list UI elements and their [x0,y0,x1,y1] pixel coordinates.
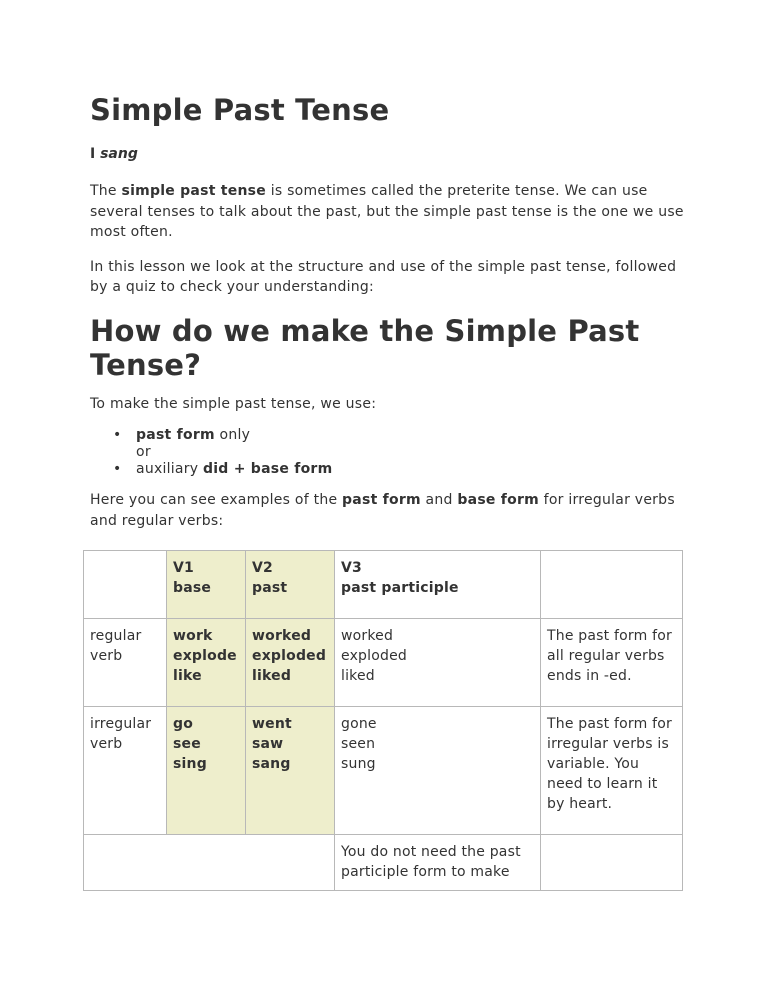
examples-text-end: for irregular verbs and regular verbs: [90,492,675,529]
table-cell-empty [541,835,683,891]
table-row [84,619,683,707]
row-label-line: verb [90,648,123,664]
verb-table [83,550,683,891]
bullet-list [90,427,690,478]
header-v1-code: V1 [173,560,194,576]
bullet-icon: • [113,461,122,477]
verb-word: went [252,716,292,732]
verb-word: liked [252,668,292,684]
examples-bold-base: base form [457,492,539,508]
examples-bold-past: past form [342,492,421,508]
example-sentence [90,145,690,163]
note-text: The past form for all regular verbs ends in -ed. [547,628,672,684]
v1-cell [167,619,246,707]
v1-cell [167,707,246,835]
verb-word: worked [252,628,312,644]
footer-note-cell [335,835,541,891]
row-label-line: verb [90,736,123,752]
verb-word: go [173,716,194,732]
header-v3-code: V3 [341,560,362,576]
note-cell [541,619,683,707]
document-page [90,92,690,531]
verb-word: see [173,736,201,752]
verb-word: saw [252,736,284,752]
row-label [84,707,167,835]
section-lead: To make the simple past tense, we use: [90,395,377,412]
example-verb: sang [100,146,138,162]
verb-word: sing [173,756,207,772]
header-v2-code: V2 [252,560,273,576]
table-footer-row [84,835,683,891]
intro-p1-text: The [90,183,122,199]
header-v3 [335,551,541,619]
list-item [113,427,690,461]
verb-word: explode [173,648,237,664]
verb-word: work [173,628,213,644]
verb-word: seen [341,736,376,752]
header-v2 [246,551,335,619]
header-v1-label: base [173,580,212,596]
page-title: Simple Past Tense [90,93,390,127]
row-label-line: irregular [90,716,152,732]
table-header-row [84,551,683,619]
bullet2-bold: did + base form [202,461,333,477]
row-label [84,619,167,707]
list-item [113,461,690,478]
header-v1 [167,551,246,619]
v3-cell [335,619,541,707]
intro-p1-text-end: is sometimes called the preterite tense. We can use several tenses to talk about the past, but the simple past tense is the one we use most often. [90,183,684,240]
examples-paragraph [90,490,690,531]
footer-note-text: You do not need the past participle form to make [341,844,521,880]
intro-paragraph-1 [90,181,690,243]
bullet1-bold: past form [136,427,215,443]
verb-word: exploded [252,648,327,664]
examples-text-mid: and [420,492,458,508]
intro-paragraph-2: In this lesson we look at the structure and use of the simple past tense, followed by a quiz to check your understanding: [90,258,677,295]
verb-word: sung [341,756,376,772]
bullet-icon: • [113,427,122,443]
table-cell-empty [84,835,335,891]
note-cell [541,707,683,835]
v2-cell [246,619,335,707]
table-cell-empty [541,551,683,619]
example-subject: I [90,146,96,162]
v2-cell [246,707,335,835]
verb-word: exploded [341,648,407,664]
verb-word: liked [341,668,375,684]
bullet2-before: auxiliary [136,461,203,477]
header-v3-label: past participle [341,580,459,596]
examples-text: Here you can see examples of the [90,492,343,508]
verb-word: worked [341,628,394,644]
v3-cell [335,707,541,835]
verb-word: like [173,668,202,684]
section-heading: How do we make the Simple Past Tense? [90,313,640,382]
verb-word: gone [341,716,377,732]
header-v2-label: past [252,580,288,596]
row-label-line: regular [90,628,142,644]
intro-p1-bold: simple past tense [121,183,267,199]
verb-word: sang [252,756,291,772]
bullet1-rest: only [214,427,251,443]
bullet1-or: or [136,444,151,460]
note-text: The past form for irregular verbs is variable. You need to learn it by heart. [547,716,672,812]
table-row [84,707,683,835]
table-cell-empty [84,551,167,619]
